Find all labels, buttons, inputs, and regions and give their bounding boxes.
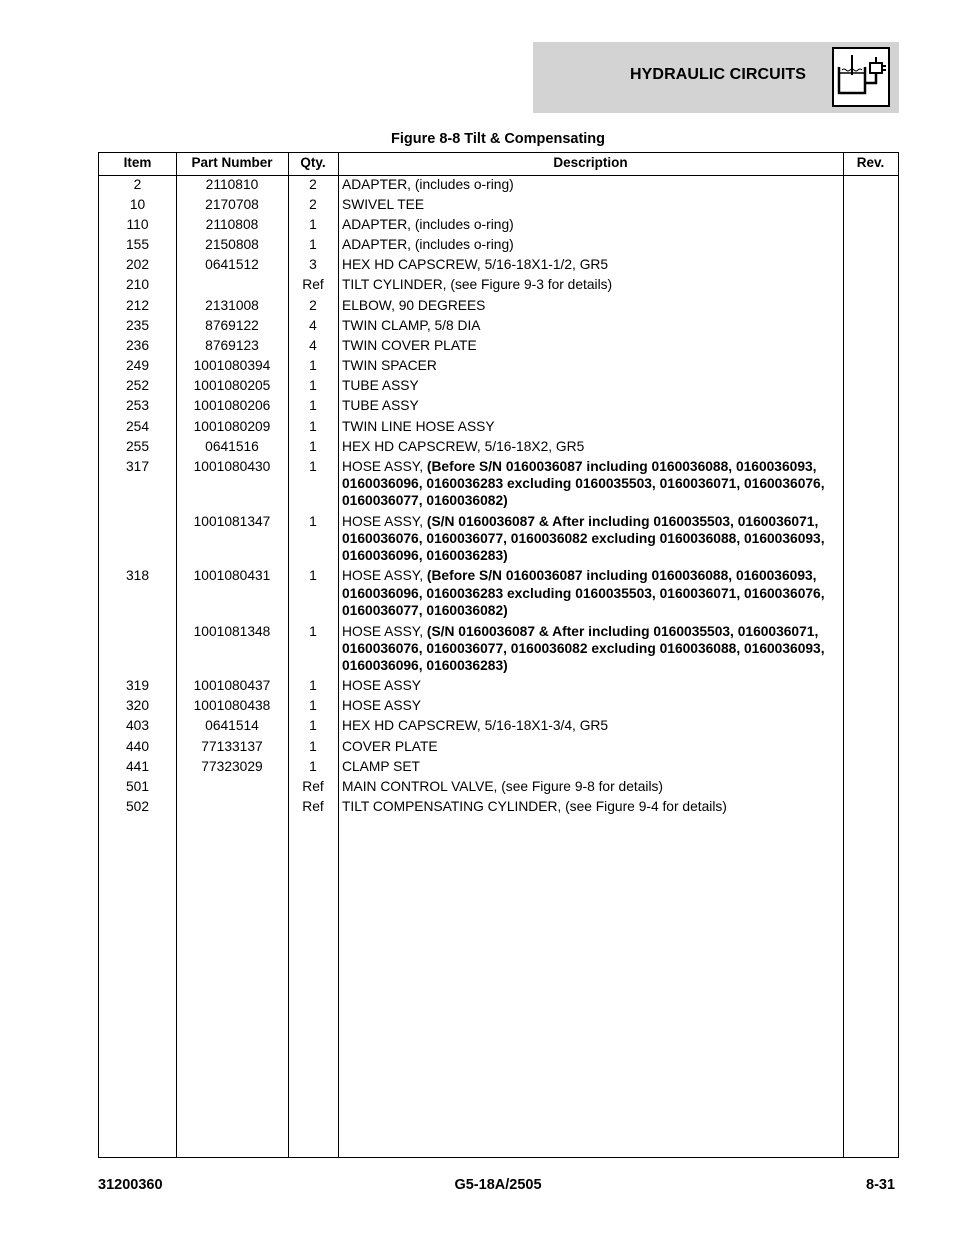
description bbox=[338, 758, 843, 775]
description bbox=[338, 236, 843, 253]
section-title: HYDRAULIC CIRCUITS bbox=[630, 66, 807, 83]
quantity: 2 bbox=[309, 177, 317, 192]
table-body bbox=[99, 176, 898, 815]
table-row bbox=[99, 623, 898, 675]
part-number: 1001080209 bbox=[193, 418, 271, 434]
quantity: 1 bbox=[309, 758, 317, 774]
table-row bbox=[99, 397, 898, 414]
table-row bbox=[99, 758, 898, 775]
part-number bbox=[176, 798, 288, 815]
revision bbox=[843, 196, 898, 213]
description bbox=[338, 778, 843, 795]
part-number: 0641514 bbox=[205, 718, 259, 734]
description-text: HEX HD CAPSCREW, 5/16-18X2, GR5 bbox=[342, 438, 585, 454]
serial-number-note: (S/N 0160036087 & After including 0160035503, 0160036071, 0160036076, 0160036077, 0160036082 excluding 0160036088, 0160036093, 0160036096, 0160036283) bbox=[342, 623, 825, 674]
part-number: 1001080437 bbox=[193, 678, 271, 694]
table-row bbox=[99, 317, 898, 334]
quantity: 3 bbox=[309, 257, 317, 273]
serial-number-note: (Before S/N 0160036087 including 0160036088, 0160036093, 0160036096, 0160036283 excluding 0160035503, 0160036071, 0160036076, 0160036077, 0160036082) bbox=[342, 458, 825, 509]
item-number: 210 bbox=[125, 277, 150, 293]
item-number: 255 bbox=[125, 438, 150, 454]
item-number: 501 bbox=[125, 779, 150, 795]
revision bbox=[843, 397, 898, 414]
description bbox=[338, 697, 843, 714]
part-number: 8769123 bbox=[205, 338, 259, 354]
description-text: TWIN COVER PLATE bbox=[342, 338, 477, 354]
table-row bbox=[99, 276, 898, 293]
part-number bbox=[176, 778, 288, 795]
description bbox=[338, 458, 843, 510]
description bbox=[338, 377, 843, 394]
description bbox=[338, 357, 843, 374]
part-number: 1001080394 bbox=[193, 358, 271, 374]
item-number: 502 bbox=[125, 799, 150, 815]
description-text: ADAPTER, (includes o-ring) bbox=[342, 177, 514, 192]
item-number: 236 bbox=[125, 338, 150, 354]
quantity: 1 bbox=[309, 698, 317, 714]
description bbox=[338, 623, 843, 675]
description bbox=[338, 798, 843, 815]
revision bbox=[843, 778, 898, 795]
quantity: 4 bbox=[309, 318, 317, 334]
description bbox=[338, 216, 843, 233]
table-row bbox=[99, 697, 898, 714]
description-text: TUBE ASSY bbox=[342, 378, 419, 394]
quantity: 1 bbox=[309, 398, 317, 414]
table-row bbox=[99, 438, 898, 455]
item-number: 10 bbox=[129, 197, 146, 213]
description bbox=[338, 317, 843, 334]
part-number: 2110810 bbox=[205, 177, 259, 192]
parts-table bbox=[98, 152, 899, 1158]
part-number: 0641512 bbox=[205, 257, 259, 273]
part-number: 1001081348 bbox=[193, 623, 271, 639]
quantity: 1 bbox=[309, 623, 317, 639]
description-text: HEX HD CAPSCREW, 5/16-18X1-3/4, GR5 bbox=[342, 718, 609, 734]
quantity: 1 bbox=[309, 217, 317, 233]
description bbox=[338, 418, 843, 435]
item-number: 318 bbox=[125, 568, 150, 584]
table-row bbox=[99, 738, 898, 755]
table-row bbox=[99, 297, 898, 314]
description-text: HOSE ASSY, bbox=[342, 513, 427, 529]
revision bbox=[843, 623, 898, 675]
description-text: ADAPTER, (includes o-ring) bbox=[342, 217, 514, 233]
table-row bbox=[99, 216, 898, 233]
column-header-part-number: Part Number bbox=[191, 155, 273, 170]
description-text: ADAPTER, (includes o-ring) bbox=[342, 237, 514, 253]
item-number: 319 bbox=[125, 678, 150, 694]
part-number: 2131008 bbox=[205, 297, 259, 313]
table-row bbox=[99, 357, 898, 374]
revision bbox=[843, 317, 898, 334]
column-header-item: Item bbox=[123, 155, 152, 170]
revision bbox=[843, 256, 898, 273]
part-number: 1001081347 bbox=[193, 513, 271, 529]
revision bbox=[843, 216, 898, 233]
quantity: 1 bbox=[309, 513, 317, 529]
item-number: 254 bbox=[125, 418, 150, 434]
description bbox=[338, 337, 843, 354]
part-number: 1001080431 bbox=[193, 568, 271, 584]
description bbox=[338, 738, 843, 755]
table-row bbox=[99, 798, 898, 815]
quantity: Ref bbox=[302, 779, 324, 795]
item-number: 403 bbox=[125, 718, 150, 734]
description-text: TWIN LINE HOSE ASSY bbox=[342, 418, 495, 434]
table-row bbox=[99, 513, 898, 565]
table-row bbox=[99, 778, 898, 795]
quantity: 1 bbox=[309, 358, 317, 374]
quantity: 1 bbox=[309, 458, 317, 474]
description-text: HEX HD CAPSCREW, 5/16-18X1-1/2, GR5 bbox=[342, 257, 609, 273]
quantity: 4 bbox=[309, 338, 317, 354]
figure-title: Figure 8-8 Tilt & Compensating bbox=[390, 131, 606, 147]
description-text: HOSE ASSY, bbox=[342, 458, 427, 474]
quantity: Ref bbox=[302, 799, 324, 815]
quantity: 1 bbox=[309, 678, 317, 694]
quantity: 2 bbox=[309, 297, 317, 313]
revision bbox=[843, 297, 898, 314]
revision bbox=[843, 176, 898, 193]
item-number: 249 bbox=[125, 358, 150, 374]
part-number: 8769122 bbox=[205, 318, 259, 334]
item-number: 317 bbox=[125, 458, 150, 474]
quantity: 1 bbox=[309, 378, 317, 394]
quantity: 2 bbox=[309, 197, 317, 213]
item-number: 2 bbox=[133, 177, 142, 192]
description-text: TILT CYLINDER, (see Figure 9-3 for details) bbox=[342, 277, 613, 293]
table-row bbox=[99, 418, 898, 435]
description bbox=[338, 513, 843, 565]
part-number: 2150808 bbox=[205, 237, 259, 253]
quantity: 1 bbox=[309, 237, 317, 253]
revision bbox=[843, 377, 898, 394]
part-number: 77323029 bbox=[201, 758, 263, 774]
quantity: 1 bbox=[309, 738, 317, 754]
quantity: Ref bbox=[302, 277, 324, 293]
table-row bbox=[99, 337, 898, 354]
description-text: TUBE ASSY bbox=[342, 398, 419, 414]
description-text: CLAMP SET bbox=[342, 758, 420, 774]
part-number: 2110808 bbox=[205, 217, 259, 233]
hydraulic-circuit-icon bbox=[832, 47, 890, 107]
table-row bbox=[99, 677, 898, 694]
item-number: 253 bbox=[125, 398, 150, 414]
revision bbox=[843, 418, 898, 435]
column-header-qty: Qty. bbox=[300, 155, 326, 170]
revision bbox=[843, 458, 898, 510]
footer-doc-number: 31200360 bbox=[98, 1177, 163, 1193]
table-row bbox=[99, 567, 898, 619]
quantity: 1 bbox=[309, 418, 317, 434]
description-text: SWIVEL TEE bbox=[342, 197, 425, 213]
description-text: HOSE ASSY bbox=[342, 698, 421, 714]
quantity: 1 bbox=[309, 718, 317, 734]
description-text: HOSE ASSY, bbox=[342, 568, 427, 584]
description-text: TILT COMPENSATING CYLINDER, (see Figure 9-4 for details) bbox=[342, 799, 727, 815]
description-text: HOSE ASSY bbox=[342, 678, 421, 694]
description-text: COVER PLATE bbox=[342, 738, 438, 754]
description bbox=[338, 397, 843, 414]
part-number: 1001080438 bbox=[193, 698, 271, 714]
item-number bbox=[99, 513, 176, 565]
table-row bbox=[99, 256, 898, 273]
revision bbox=[843, 276, 898, 293]
item-number: 320 bbox=[125, 698, 150, 714]
item-number: 252 bbox=[125, 378, 150, 394]
table-row bbox=[99, 176, 898, 193]
revision bbox=[843, 236, 898, 253]
table-row bbox=[99, 717, 898, 734]
part-number: 77133137 bbox=[201, 738, 263, 754]
quantity: 1 bbox=[309, 568, 317, 584]
revision bbox=[843, 798, 898, 815]
item-number: 235 bbox=[125, 318, 150, 334]
quantity: 1 bbox=[309, 438, 317, 454]
description bbox=[338, 297, 843, 314]
description bbox=[338, 256, 843, 273]
revision bbox=[843, 717, 898, 734]
revision bbox=[843, 438, 898, 455]
item-number bbox=[99, 623, 176, 675]
description bbox=[338, 176, 843, 193]
table-row bbox=[99, 458, 898, 510]
item-number: 202 bbox=[125, 257, 150, 273]
description bbox=[338, 567, 843, 619]
revision bbox=[843, 567, 898, 619]
description-text: TWIN CLAMP, 5/8 DIA bbox=[342, 318, 481, 334]
description bbox=[338, 196, 843, 213]
table-row bbox=[99, 196, 898, 213]
part-number: 1001080430 bbox=[193, 458, 271, 474]
description bbox=[338, 677, 843, 694]
table-row bbox=[99, 236, 898, 253]
part-number: 1001080205 bbox=[193, 378, 271, 394]
column-header-description: Description bbox=[553, 155, 628, 170]
part-number: 0641516 bbox=[205, 438, 259, 454]
revision bbox=[843, 357, 898, 374]
revision bbox=[843, 738, 898, 755]
revision bbox=[843, 758, 898, 775]
part-number: 1001080206 bbox=[193, 398, 271, 414]
item-number: 440 bbox=[125, 738, 150, 754]
table-row bbox=[99, 377, 898, 394]
column-header-rev: Rev. bbox=[856, 155, 885, 170]
serial-number-note: (S/N 0160036087 & After including 0160035503, 0160036071, 0160036076, 0160036077, 0160036082 excluding 0160036088, 0160036093, 0160036096, 0160036283) bbox=[342, 513, 825, 564]
revision bbox=[843, 677, 898, 694]
description bbox=[338, 276, 843, 293]
serial-number-note: (Before S/N 0160036087 including 0160036088, 0160036093, 0160036096, 0160036283 excluding 0160035503, 0160036071, 0160036076, 0160036077, 0160036082) bbox=[342, 568, 825, 619]
description-text: TWIN SPACER bbox=[342, 358, 437, 374]
revision bbox=[843, 697, 898, 714]
item-number: 441 bbox=[125, 758, 150, 774]
footer-page-number: 8-31 bbox=[866, 1177, 896, 1193]
footer-model: G5-18A/2505 bbox=[454, 1177, 542, 1193]
description-text: HOSE ASSY, bbox=[342, 623, 427, 639]
item-number: 110 bbox=[126, 217, 149, 233]
part-number: 2170708 bbox=[205, 197, 259, 213]
item-number: 155 bbox=[125, 237, 150, 253]
part-number bbox=[176, 276, 288, 293]
description-text: ELBOW, 90 DEGREES bbox=[342, 297, 486, 313]
description-text: MAIN CONTROL VALVE, (see Figure 9-8 for details) bbox=[342, 779, 663, 795]
revision bbox=[843, 337, 898, 354]
revision bbox=[843, 513, 898, 565]
description bbox=[338, 438, 843, 455]
item-number: 212 bbox=[125, 297, 150, 313]
description bbox=[338, 717, 843, 734]
